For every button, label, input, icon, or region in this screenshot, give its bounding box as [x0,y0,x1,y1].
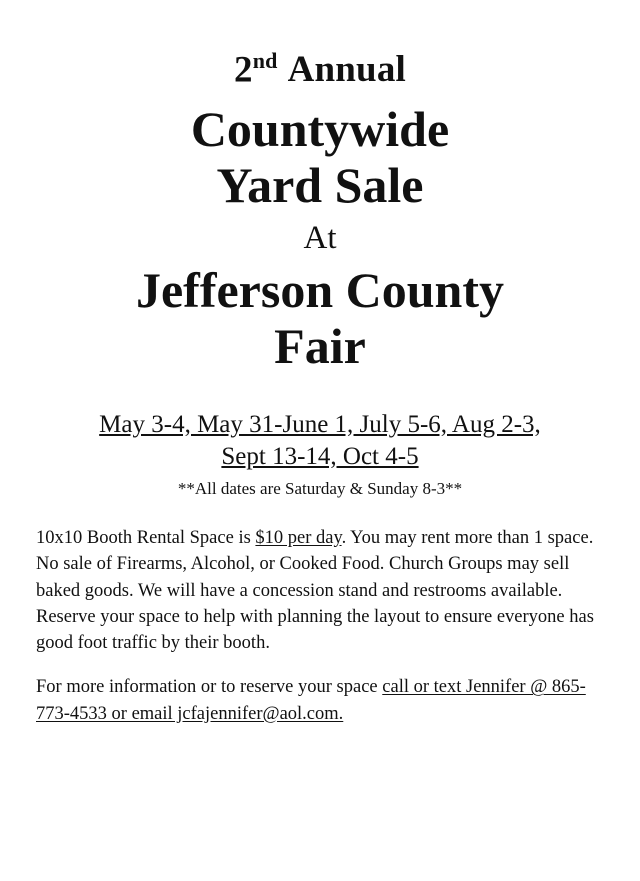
contact-paragraph [36,674,604,727]
booth-rental-paragraph [36,525,604,656]
dates-line-1: May 3-4, May 31-June 1, July 5-6, Aug 2-3, [99,410,541,438]
dates-note: **All dates are Saturday & Sunday 8-3** [177,478,463,498]
headline-jefferson-county: Jefferson County [135,261,505,318]
contact-details[interactable]: call or text Jennifer @ 865-773-4533 or email jcfajennifer@aol.com. [36,677,586,724]
ordinal-suffix: nd [252,48,278,73]
annual-word: Annual [287,49,406,91]
ordinal-number: 2 [233,49,253,91]
dates-line-2: Sept 13-14, Oct 4-5 [221,442,419,470]
headline-yard-sale: Yard Sale [216,157,424,214]
dates-block [36,409,604,499]
headline-at: At [303,220,337,257]
headline-annual-line [36,48,604,91]
price-underlined: $10 per day [255,528,342,549]
headline-countywide: Countywide [190,101,450,158]
contact-intro: For more information or to reserve your space [36,677,383,698]
contact-block [36,674,604,727]
booth-rental-text-part1: 10x10 Booth Rental Space is [36,528,256,549]
headline-fair: Fair [274,317,366,374]
body-block [36,525,604,656]
headline-block [36,50,604,373]
booth-rental-text-part2: . You may rent more than 1 space. No sale of Firearms, Alcohol, or Cooked Food. Church Groups may sell baked goods. We will have a concession stand and restrooms available. Reserve your space to help with planning the layout to ensure everyone has good foot traffic by their booth. [36,528,594,654]
